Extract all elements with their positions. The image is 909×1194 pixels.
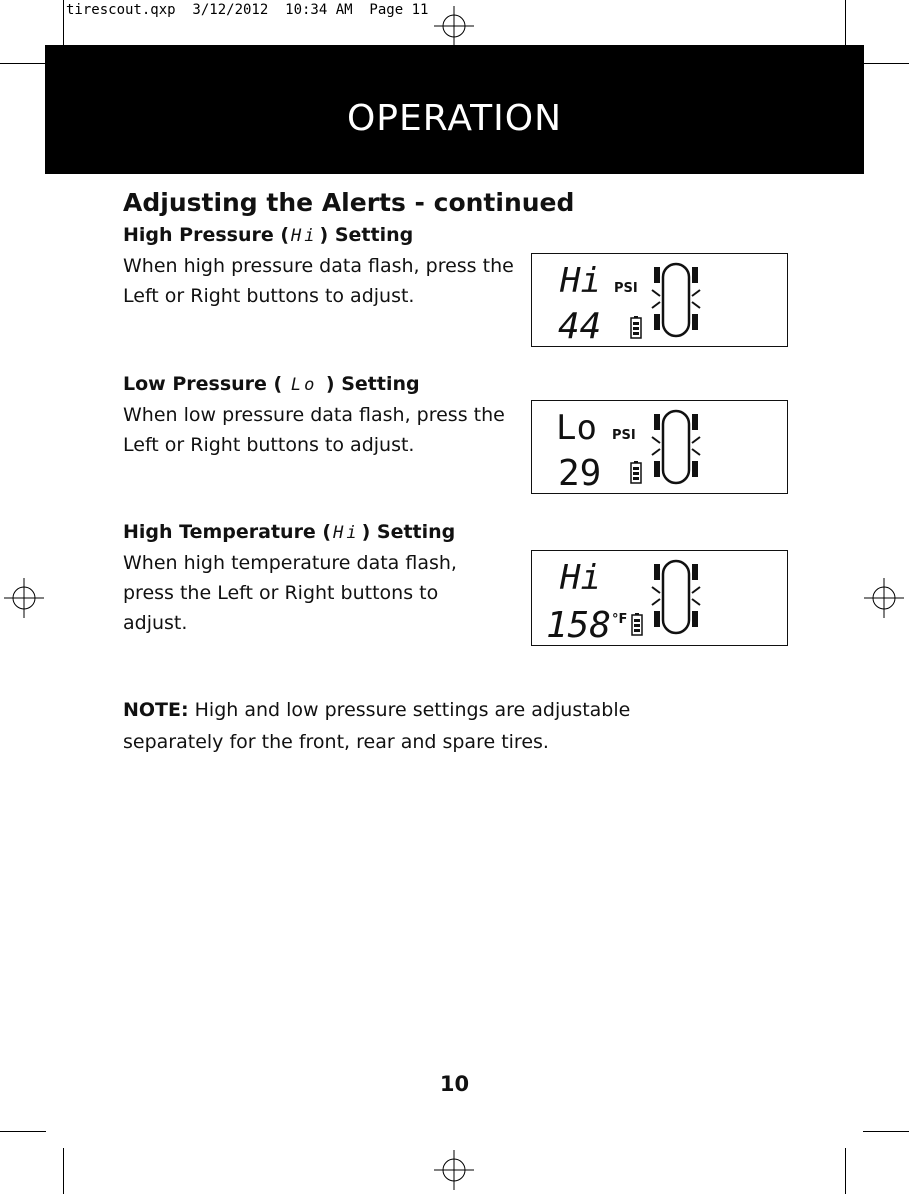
lcd-value: 44: [558, 306, 602, 347]
setting-high-pressure: [123, 220, 523, 311]
battery-icon: [632, 613, 642, 635]
lcd-display-low-pressure: [531, 400, 788, 494]
registration-mark-icon: [434, 1150, 474, 1190]
lcd-code: Lo: [290, 375, 318, 395]
heading-text: ) Setting: [361, 521, 456, 543]
registration-mark-icon: [4, 578, 44, 618]
crop-mark: [845, 1148, 846, 1194]
page-number: 10: [439, 1072, 470, 1096]
note-label: NOTE:: [123, 699, 189, 721]
lcd-top-readout: Hi: [560, 261, 601, 301]
crop-mark: [863, 1131, 909, 1132]
crop-mark: [0, 63, 46, 64]
heading-text: ) Setting: [319, 373, 420, 395]
lcd-unit: PSI: [614, 281, 638, 296]
vehicle-tire-icon: [652, 264, 700, 336]
heading-text: Low Pressure (: [123, 373, 289, 395]
heading-text: ) Setting: [319, 224, 414, 246]
lcd-top-readout: Lo: [556, 408, 597, 448]
lcd-value: 29: [558, 453, 602, 494]
lcd-code: Hi: [291, 226, 318, 246]
lcd-unit: PSI: [612, 428, 636, 443]
registration-mark-icon: [434, 6, 474, 46]
lcd-unit: °F: [612, 612, 628, 627]
setting-description: When low pressure data flash, press the Left or Right buttons to adjust.: [123, 404, 505, 456]
lcd-top-readout: Hi: [560, 558, 601, 598]
vehicle-tire-icon: [652, 411, 700, 483]
setting-high-temperature: [123, 517, 503, 638]
registration-mark-icon: [864, 578, 904, 618]
vehicle-tire-icon: [652, 561, 700, 633]
lcd-display-high-pressure: [531, 253, 788, 347]
heading-text: High Pressure (: [123, 224, 290, 246]
crop-mark: [63, 0, 64, 46]
note-paragraph: [123, 694, 723, 758]
crop-mark: [63, 1148, 64, 1194]
setting-low-pressure: [123, 369, 513, 460]
lcd-value: 158: [546, 605, 612, 646]
setting-heading: [123, 369, 513, 400]
heading-text: High Temperature (: [123, 521, 332, 543]
crop-mark: [845, 0, 846, 46]
battery-icon: [631, 461, 641, 483]
crop-mark: [0, 1131, 46, 1132]
print-slug: tirescout.qxp 3/12/2012 10:34 AM Page 11: [66, 2, 429, 18]
section-title: Adjusting the Alerts - continued: [123, 188, 575, 217]
lcd-display-high-temperature: [531, 550, 788, 646]
setting-heading: [123, 517, 503, 548]
lcd-code: Hi: [333, 523, 360, 543]
battery-icon: [631, 316, 641, 338]
note-text: High and low pressure settings are adjustable separately for the front, rear and spare tires.: [123, 699, 631, 753]
page-title: OPERATION: [346, 98, 563, 139]
setting-description: When high pressure data flash, press the Left or Right buttons to adjust.: [123, 255, 514, 307]
setting-description: When high temperature data flash, press the Left or Right buttons to adjust.: [123, 552, 457, 634]
setting-heading: [123, 220, 523, 251]
crop-mark: [863, 63, 909, 64]
